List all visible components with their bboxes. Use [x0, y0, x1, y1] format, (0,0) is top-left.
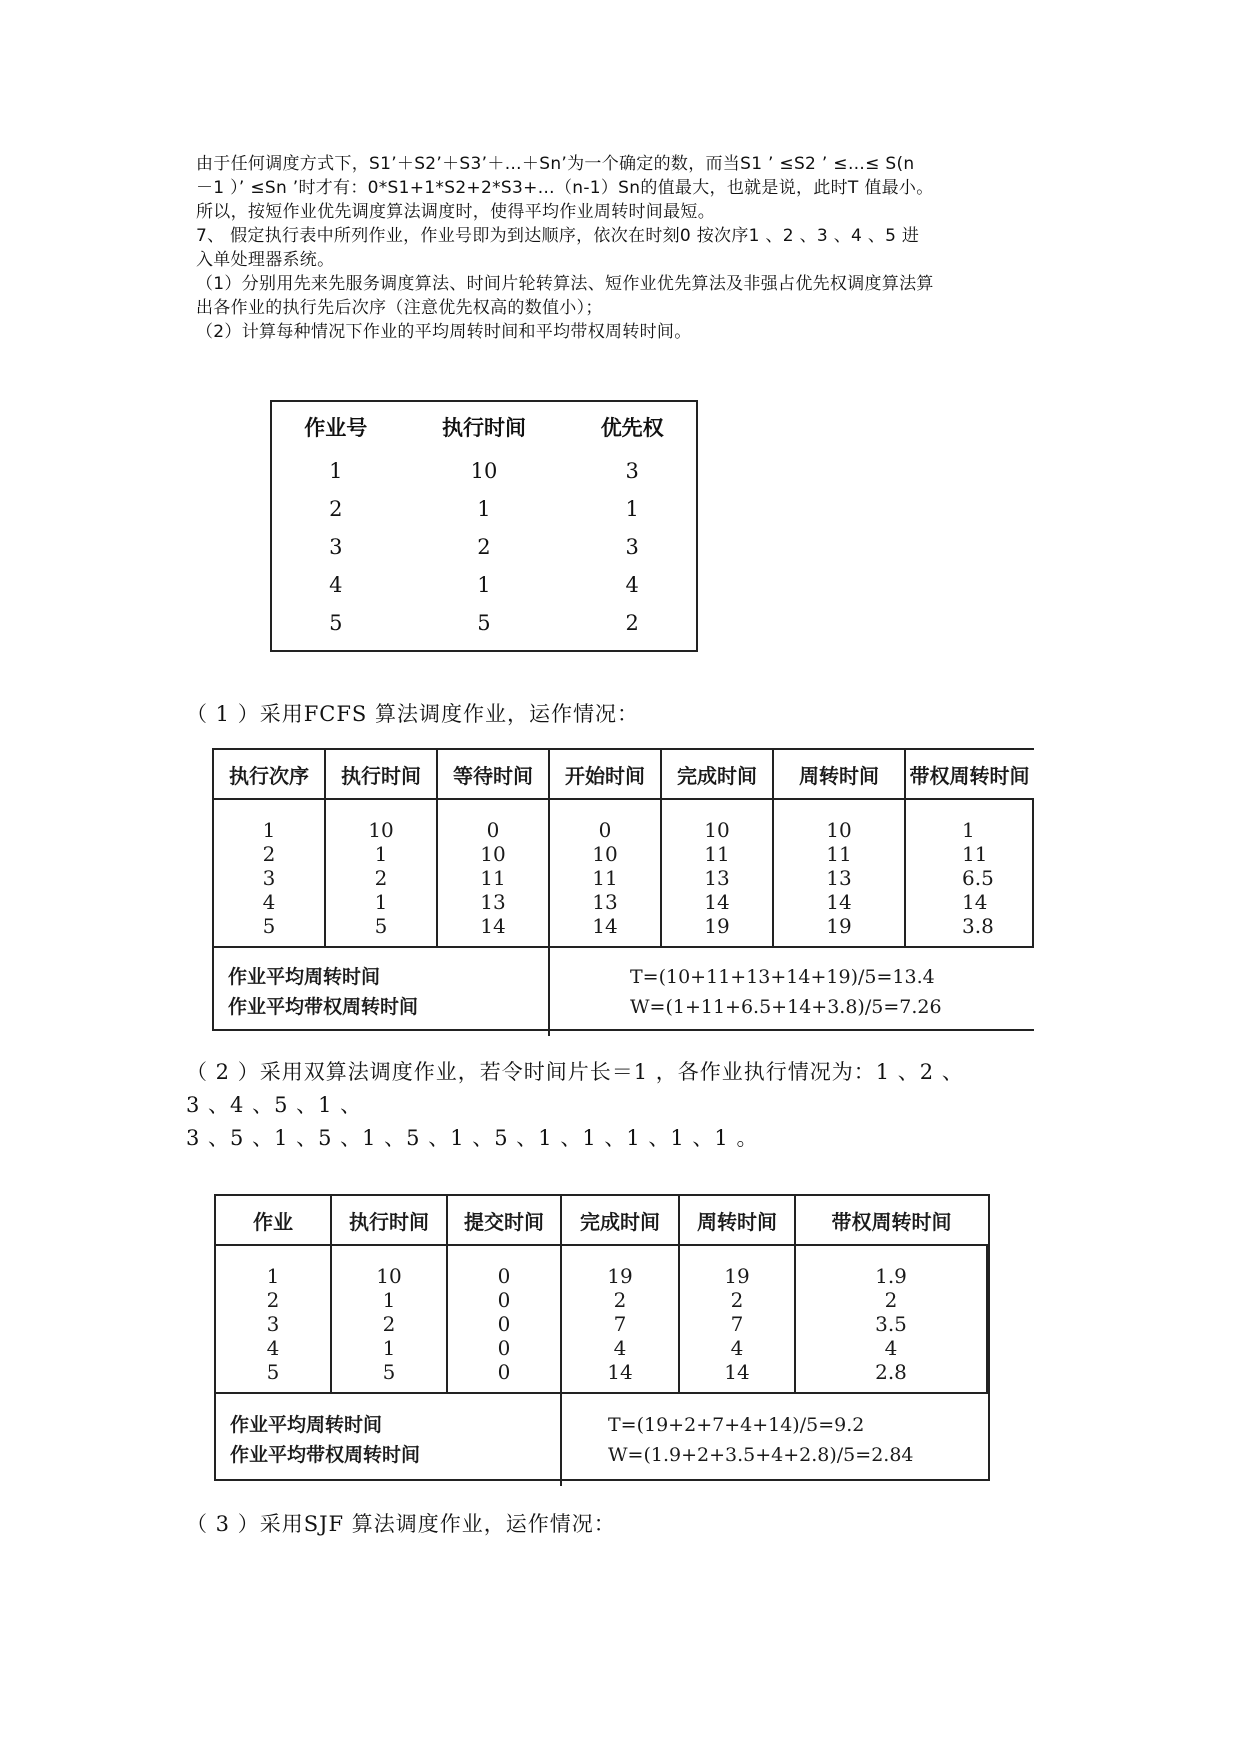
- job-cell: 3: [625, 459, 639, 483]
- fcfs-weighted-column: 1 11 6.5 14 3.8: [905, 799, 1033, 947]
- job-cell: 10: [470, 459, 498, 483]
- fcfs-turnaround-column: 10 11 13 14 19: [773, 799, 905, 947]
- fcfs-heading: （ 1 ）采用FCFS 算法调度作业，运作情况：: [186, 702, 639, 726]
- rr-header: 周转时间: [679, 1196, 795, 1245]
- fcfs-summary-labels: 作业平均周转时间 作业平均带权周转时间: [214, 947, 549, 1036]
- fcfs-wait-time-column: 0 10 11 13 14: [437, 799, 549, 947]
- fcfs-order-column: 1 2 3 4 5: [214, 799, 325, 947]
- rr-table: [216, 1196, 988, 1486]
- fcfs-table-figure: [212, 748, 1034, 1031]
- intro-line: （2）计算每种情况下作业的平均周转时间和平均带权周转时间。: [196, 322, 692, 342]
- job-header: 优先权: [600, 416, 664, 440]
- rr-summary-values: T=(19+2+7+4+14)/5=9.2 W=(1.9+2+3.5+4+2.8)/5=2.84: [561, 1393, 987, 1486]
- table-row: [272, 604, 696, 642]
- rr-weighted-column: 1.9 2 3.5 4 2.8: [795, 1245, 987, 1393]
- fcfs-header: 周转时间: [773, 750, 905, 799]
- rr-exec-time-column: 10 1 2 1 5: [331, 1245, 447, 1393]
- intro-line: 7、 假定执行表中所列作业，作业号即为到达顺序，依次在时刻0 按次序1 、2 、3 、4 、5 进: [196, 226, 920, 246]
- intro-line: 由于任何调度方式下，S1’＋S2’＋S3’＋…＋Sn’为一个确定的数，而当S1 ’ ≤S2 ’ ≤…≤ S(n: [196, 154, 915, 174]
- rr-header: 执行时间: [331, 1196, 447, 1245]
- rr-header: 带权周转时间: [795, 1196, 987, 1245]
- job-table-figure: [270, 400, 698, 652]
- job-cell: 4: [625, 573, 639, 597]
- job-cell: 4: [329, 573, 343, 597]
- sjf-heading: （ 3 ）采用SJF 算法调度作业，运作情况：: [186, 1512, 616, 1536]
- intro-line: 所以，按短作业优先调度算法调度时，使得平均作业周转时间最短。: [196, 202, 715, 222]
- job-cell: 2: [329, 497, 343, 521]
- intro-text: [196, 152, 1046, 344]
- table-row: [214, 947, 1033, 1036]
- job-cell: 1: [625, 497, 639, 521]
- fcfs-start-time-column: 0 10 11 13 14: [549, 799, 661, 947]
- fcfs-header: 执行时间: [325, 750, 437, 799]
- fcfs-exec-time-column: 10 1 2 1 5: [325, 799, 437, 947]
- fcfs-header: 执行次序: [214, 750, 325, 799]
- rr-header: 提交时间: [447, 1196, 561, 1245]
- rr-header: 作业: [216, 1196, 331, 1245]
- intro-line: 出各作业的执行先后次序（注意优先权高的数值小）；: [196, 298, 603, 318]
- table-row: [272, 452, 696, 490]
- job-header: 执行时间: [441, 416, 526, 440]
- intro-line: 入单处理器系统。: [196, 250, 335, 270]
- job-table: [272, 402, 696, 642]
- rr-submit-time-column: 0 0 0 0 0: [447, 1245, 561, 1393]
- rr-summary-labels: 作业平均周转时间 作业平均带权周转时间: [216, 1393, 561, 1486]
- fcfs-table: [214, 750, 1034, 1036]
- table-row: [272, 528, 696, 566]
- job-cell: 5: [329, 611, 343, 635]
- intro-line: －1 ）’ ≤Sn ’时才有：0*S1+1*S2+2*S3+…（n-1）Sn的值最大，也就是说，此时T 值最小。: [196, 178, 934, 198]
- intro-line: （1）分别用先来先服务调度算法、时间片轮转算法、短作业优先算法及非强占优先权调度算法算: [196, 274, 934, 294]
- table-row: [216, 1393, 987, 1486]
- fcfs-header: 等待时间: [437, 750, 549, 799]
- job-cell: 1: [477, 573, 491, 597]
- rr-job-column: 1 2 3 4 5: [216, 1245, 331, 1393]
- rr-turnaround-column: 19 2 7 4 14: [679, 1245, 795, 1393]
- table-row: [272, 566, 696, 604]
- job-cell: 3: [625, 535, 639, 559]
- table-row: [214, 799, 1033, 947]
- rr-finish-time-column: 19 2 7 4 14: [561, 1245, 679, 1393]
- rr-table-figure: [214, 1194, 990, 1481]
- job-header: 作业号: [304, 416, 368, 440]
- job-cell: 2: [477, 535, 491, 559]
- fcfs-header: 开始时间: [549, 750, 661, 799]
- job-cell: 1: [477, 497, 491, 521]
- job-cell: 5: [477, 611, 491, 635]
- table-row: [272, 490, 696, 528]
- fcfs-summary-values: T=(10+11+13+14+19)/5=13.4 W=(1+11+6.5+14+3.8)/5=7.26: [549, 947, 1033, 1036]
- fcfs-header: 完成时间: [661, 750, 773, 799]
- job-cell: 2: [625, 611, 639, 635]
- fcfs-finish-time-column: 10 11 13 14 19: [661, 799, 773, 947]
- rr-header: 完成时间: [561, 1196, 679, 1245]
- job-cell: 1: [329, 459, 343, 483]
- job-cell: 3: [329, 535, 343, 559]
- table-row: [216, 1245, 987, 1393]
- fcfs-header: 带权周转时间: [905, 750, 1033, 799]
- rr-heading: （ 2 ）采用双算法调度作业，若令时间片长＝1 ，各作业执行情况为：1 、2 、 3 、4 、5 、1 、 3 、5 、1 、5 、1 、5 、1 、5 、1 、1 、1 、1 、1 。: [186, 1060, 964, 1150]
